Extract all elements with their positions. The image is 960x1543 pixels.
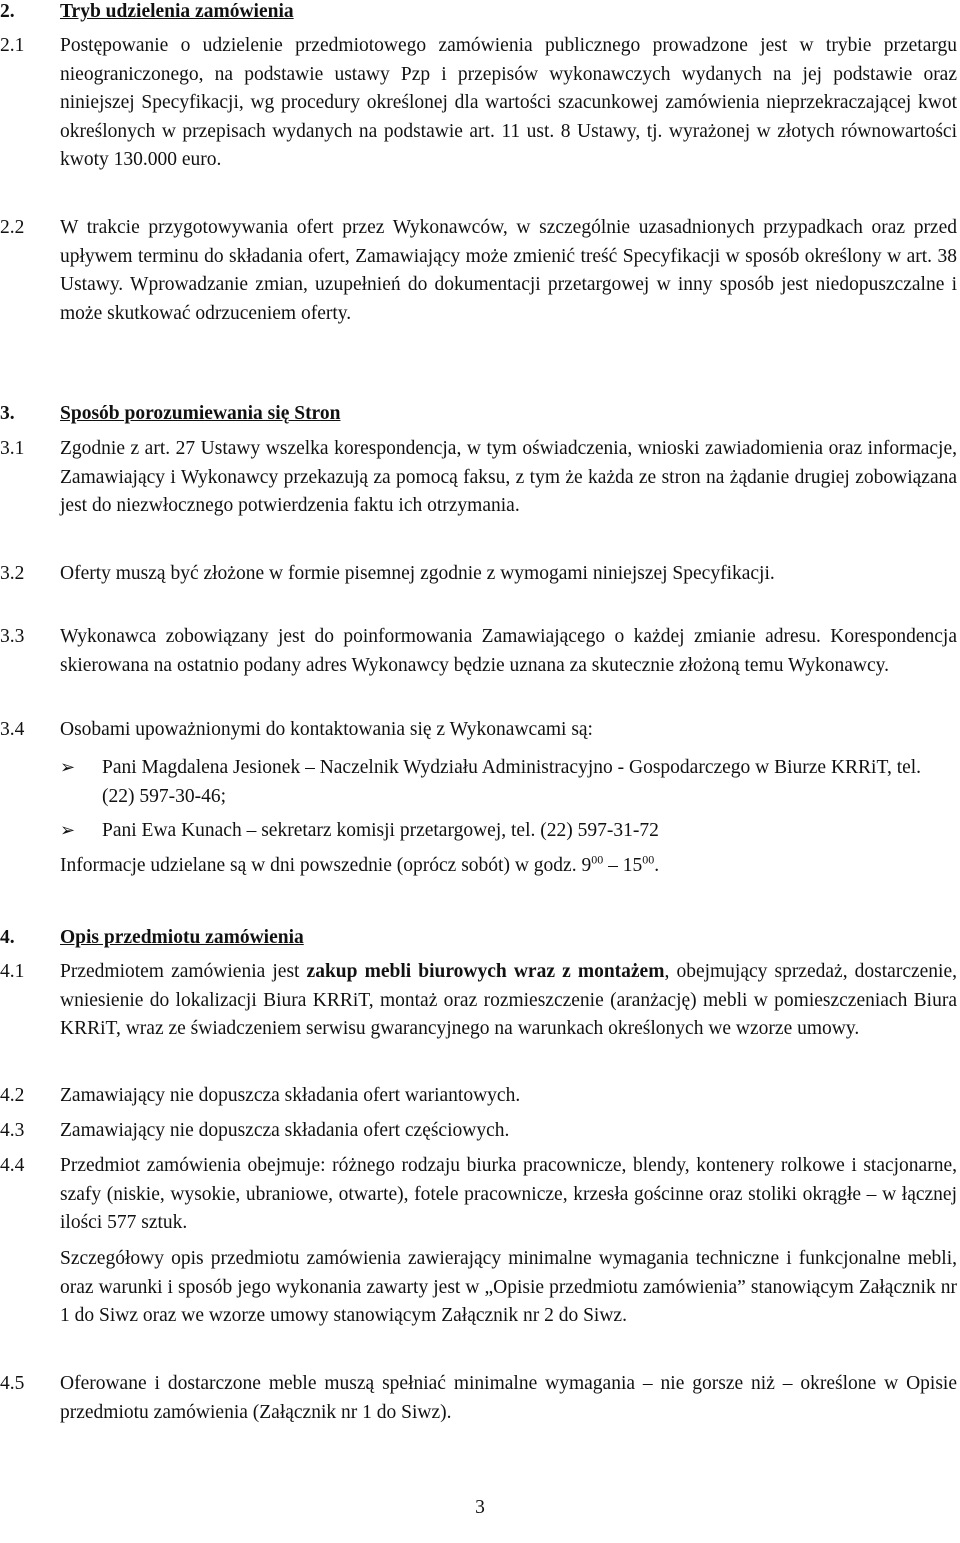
paragraph-text: Zamawiający nie dopuszcza składania ofert częściowych.	[60, 1120, 510, 1141]
paragraph-text: Przedmiot zamówienia obejmuje: różnego rodzaju biurka pracownicze, blendy, kontenery rolkowe i stacjonarne, szafy (niskie, wysokie, ubraniowe, otwarte), fotele pracownicze, krzesła gościnne oraz stoliki okrągłe – w łącznej ilości 577 sztuk.	[60, 1155, 957, 1234]
contact-bullet-2	[60, 817, 957, 846]
section-4-heading	[0, 924, 304, 953]
paragraph-number: 3.1	[0, 438, 25, 459]
paragraph-4-2	[0, 1082, 957, 1111]
contact-bullet-1	[60, 754, 957, 811]
paragraph-4-1	[0, 958, 957, 1044]
paragraph-3-4	[0, 716, 957, 745]
paragraph-3-2	[0, 560, 957, 589]
paragraph-number: 3.2	[0, 563, 25, 584]
section-number: 2.	[0, 1, 15, 22]
paragraph-text: W trakcie przygotowywania ofert przez Wykonawców, w szczególnie uzasadnionych przypadkach oraz przed upływem terminu do składania ofert, Zamawiający może zmienić treść Specyfikacji w sposób określony w art. 38 Ustawy. Wprowadzanie zmian, uzupełnień do dokumentacji przetargowej w inny sposób jest niedopuszczalne i może skutkować odrzuceniem oferty.	[60, 217, 957, 324]
contact-hours	[60, 852, 957, 881]
paragraph-2-2	[0, 214, 957, 328]
paragraph-number: 4.5	[0, 1373, 25, 1394]
paragraph-text: Oferowane i dostarczone meble muszą spełniać minimalne wymagania – nie gorsze niż – określone w Opisie przedmiotu zamówienia (Załącznik nr 1 do Siwz).	[60, 1373, 957, 1423]
paragraph-text	[60, 958, 957, 1044]
paragraph-4-5	[0, 1370, 957, 1427]
section-number: 3.	[0, 403, 15, 424]
contact-text: Pani Magdalena Jesionek – Naczelnik Wydziału Administracyjno - Gospodarczego w Biurze KRRiT, tel. (22) 597-30-46;	[102, 757, 922, 807]
paragraph-number: 2.1	[0, 35, 25, 56]
page-number: 3	[475, 1497, 485, 1518]
paragraph-text: Osobami upoważnionymi do kontaktowania się z Wykonawcami są:	[60, 719, 593, 740]
text-run: , obejmujący sprzedaż, dostarczenie, wniesienie do lokalizacji Biura KRRiT, montaż oraz rozmieszczenie (aranżację) mebli w pomieszczeniach Biura KRRiT, wraz ze świadczeniem serwisu gwarancyjnego na warunkach określonych we wzorze umowy.	[60, 961, 957, 1040]
contact-text: Pani Ewa Kunach – sekretarz komisji przetargowej, tel. (22) 597-31-72	[102, 820, 659, 841]
paragraph-4-4-details	[60, 1245, 957, 1331]
paragraph-text: Zgodnie z art. 27 Ustawy wszelka korespondencja, w tym oświadczenia, wnioski zawiadomienia oraz informacje, Zamawiający i Wykonawcy przekazują za pomocą faksu, z tym że każda ze stron na żądanie drugiej zobowiązana jest do niezwłocznego potwierdzenia faktu ich otrzymania.	[60, 438, 957, 517]
paragraph-4-3	[0, 1117, 957, 1146]
hours-separator: – 15	[603, 855, 643, 876]
hours-end: .	[654, 855, 660, 876]
arrow-bullet-icon: ➢	[60, 820, 76, 841]
paragraph-number: 3.3	[0, 626, 25, 647]
text-run: Przedmiotem zamówienia jest	[60, 961, 307, 982]
paragraph-text: Oferty muszą być złożone w formie pisemnej zgodnie z wymogami niniejszej Specyfikacji.	[60, 563, 775, 584]
section-2-heading	[0, 0, 294, 27]
section-title: Sposób porozumiewania się Stron	[60, 403, 341, 424]
hours-start-minutes: 00	[591, 852, 604, 867]
paragraph-3-3	[0, 623, 957, 680]
paragraph-text: Postępowanie o udzielenie przedmiotowego zamówienia publicznego prowadzone jest w trybie przetargu nieograniczonego, na podstawie ustawy Pzp i przepisów wykonawczych wydanych na jej podstawie oraz niniejszej Specyfikacji, wg procedury określonej dla wartości szacunkowej zamówienia nieprzekraczającej kwot określonych w przepisach wydanych na podstawie art. 11 ust. 8 Ustawy, tj. wyrażonej w złotych równowartości kwoty 130.000 euro.	[60, 35, 957, 171]
paragraph-number: 4.4	[0, 1155, 25, 1176]
section-title: Opis przedmiotu zamówienia	[60, 927, 304, 948]
section-3-heading	[0, 400, 340, 429]
paragraph-text: Szczegółowy opis przedmiotu zamówienia zawierający minimalne wymagania techniczne i funkcjonalne mebli, oraz warunki i sposób jego wykonania zawarty jest w „Opisie przedmiotu zamówienia” stanowiącym Załącznik nr 1 do Siwz oraz we wzorze umowy stanowiącym Załącznik nr 2 do Siwz.	[60, 1248, 957, 1327]
paragraph-number: 4.2	[0, 1085, 25, 1106]
paragraph-2-1	[0, 32, 957, 175]
section-number: 4.	[0, 927, 15, 948]
section-title: Tryb udzielenia zamówienia	[60, 1, 294, 22]
bold-text-run: zakup mebli biurowych wraz z montażem	[306, 961, 665, 982]
paragraph-number: 2.2	[0, 217, 25, 238]
paragraph-number: 4.3	[0, 1120, 25, 1141]
paragraph-3-1	[0, 435, 957, 521]
hours-end-minutes: 00	[642, 852, 655, 867]
paragraph-4-4	[0, 1152, 957, 1238]
hours-text: Informacje udzielane są w dni powszednie (oprócz sobót) w godz. 9	[60, 855, 592, 876]
paragraph-text: Wykonawca zobowiązany jest do poinformowania Zamawiającego o każdej zmianie adresu. Korespondencja skierowana na ostatnio podany adres Wykonawcy będzie uznana za skutecznie złożoną temu Wykonawcy.	[60, 626, 957, 676]
paragraph-number: 3.4	[0, 719, 25, 740]
arrow-bullet-icon: ➢	[60, 757, 76, 778]
paragraph-number: 4.1	[0, 961, 25, 982]
paragraph-text: Zamawiający nie dopuszcza składania ofert wariantowych.	[60, 1085, 521, 1106]
